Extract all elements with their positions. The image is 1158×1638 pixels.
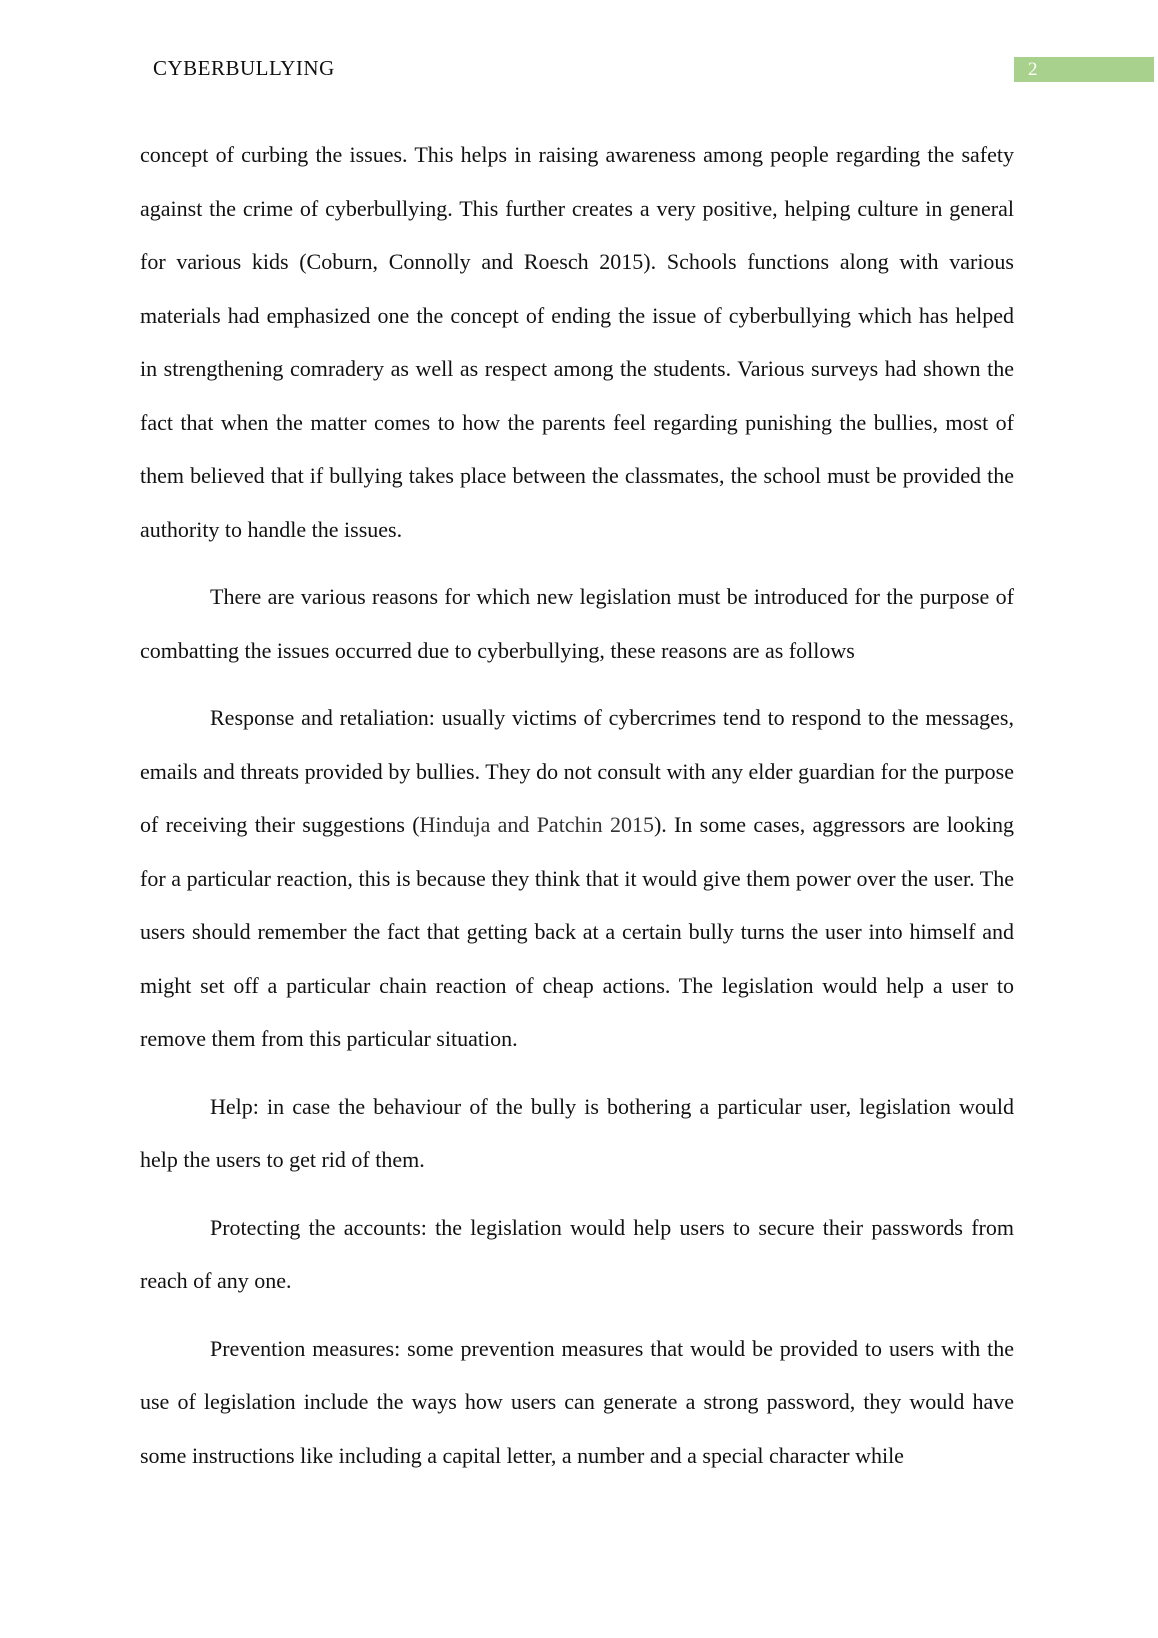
running-header-title: CYBERBULLYING (153, 56, 335, 80)
document-body (140, 128, 1014, 1496)
paragraph-legislation-reasons: There are various reasons for which new legislation must be introduced for the purpose of combatting the issues occurred due to cyberbullying, these reasons are as follows (140, 584, 1014, 663)
citation: Hinduja and Patchin 2015 (419, 812, 654, 837)
page-number-badge: 2 (1014, 57, 1154, 82)
paragraph-response-retaliation (140, 691, 1014, 1066)
paragraph-awareness: concept of curbing the issues. This helps in raising awareness among people regarding the safety against the crime of cyberbullying. This further creates a very positive, helping culture in general for various kids (Coburn, Connolly and Roesch 2015). Schools functions along with various materials had emphasized one the concept of ending the issue of cyberbullying which has helped in strengthening comradery as well as respect among the students. Various surveys had shown the fact that when the matter comes to how the parents feel regarding punishing the bullies, most of them believed that if bullying takes place between the classmates, the school must be provided the authority to handle the issues. (140, 142, 1014, 542)
paragraph-text-after-citation: ). In some cases, aggressors are looking for a particular reaction, this is because they think that it would give them power over the user. The users should remember the fact that getting back at a certain bully turns the user into himself and might set off a particular chain reaction of cheap actions. The legislation would help a user to remove them from this particular situation. (140, 812, 1014, 1051)
paragraph-help: Help: in case the behaviour of the bully is bothering a particular user, legislation would help the users to get rid of them. (140, 1093, 1014, 1172)
paragraph-protecting-accounts: Protecting the accounts: the legislation would help users to secure their passwords from reach of any one. (140, 1214, 1014, 1293)
paragraph-text-before-citation: Response and retaliation: usually victims of cybercrimes tend to respond to the messages, emails and threats provided by bullies. They do not consult with any elder guardian for the purpose of receiving their suggestions ( (140, 705, 1014, 837)
paragraph-prevention-measures: Prevention measures: some prevention measures that would be provided to users with the use of legislation include the ways how users can generate a strong password, they would have some instructions like including a capital letter, a number and a special character while (140, 1335, 1014, 1468)
